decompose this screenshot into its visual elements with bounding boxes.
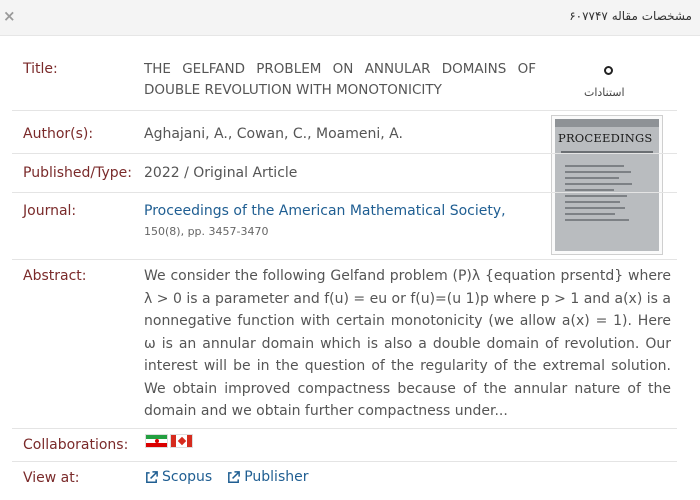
divider bbox=[12, 153, 677, 154]
view-links bbox=[144, 469, 308, 485]
abstract-label: Abstract: bbox=[23, 268, 87, 284]
published-label: Published/Type: bbox=[23, 165, 132, 181]
external-link-icon bbox=[226, 470, 241, 485]
journal-value bbox=[144, 203, 506, 238]
scopus-link[interactable] bbox=[144, 469, 212, 485]
citation-count-indicator[interactable] bbox=[604, 66, 613, 75]
scopus-link-label: Scopus bbox=[162, 469, 213, 485]
divider bbox=[12, 461, 677, 462]
divider bbox=[12, 192, 677, 193]
abstract-text: We consider the following Gelfand problem (P)λ {equation prsentd} where λ > 0 is a parameter and f(u) = eu or f(u)=(u 1)p where p > 1 and a(x) is a nonnegative function with certain monotonicity (we allow a(x) = 1). Here ω is an annular domain which is also a double domain of revolution. Our interest will be in the question of the regularity of the extremal solution. We obtain improved compactness because of the annular nature of the domain and we obtain further compactness under... bbox=[144, 268, 671, 419]
publisher-link[interactable] bbox=[226, 469, 308, 485]
journal-meta: 150(8), pp. 3457-3470 bbox=[144, 225, 269, 238]
divider bbox=[12, 428, 677, 429]
title-label: Title: bbox=[23, 61, 58, 77]
dialog-titlebar bbox=[0, 0, 700, 36]
authors-label: Author(s): bbox=[23, 126, 94, 142]
close-icon[interactable]: × bbox=[3, 7, 16, 25]
collaborations-label: Collaborations: bbox=[23, 437, 129, 453]
journal-link[interactable]: Proceedings of the American Mathematical Society, bbox=[144, 203, 506, 219]
article-title: THE GELFAND PROBLEM ON ANNULAR DOMAINS OF DOUBLE REVOLUTION WITH MONOTONICITY bbox=[144, 61, 536, 98]
publisher-link-label: Publisher bbox=[244, 469, 309, 485]
published-value: 2022 / Original Article bbox=[144, 165, 298, 181]
cover-title: PROCEEDINGS bbox=[558, 131, 653, 145]
divider bbox=[12, 259, 677, 260]
journal-cover-image bbox=[551, 115, 663, 255]
divider bbox=[12, 110, 677, 111]
authors-value: Aghajani, A., Cowan, C., Moameni, A. bbox=[144, 126, 403, 142]
dialog-title: مشخصات مقاله ۶۰۷۷۴۷ bbox=[569, 9, 692, 23]
external-link-icon bbox=[144, 470, 159, 485]
collaboration-flags bbox=[145, 434, 193, 448]
journal-label: Journal: bbox=[23, 203, 77, 219]
view-at-label: View at: bbox=[23, 470, 80, 486]
canada-flag-icon bbox=[170, 434, 193, 448]
iran-flag-icon bbox=[145, 434, 168, 448]
citations-label: استنادات bbox=[584, 86, 625, 99]
